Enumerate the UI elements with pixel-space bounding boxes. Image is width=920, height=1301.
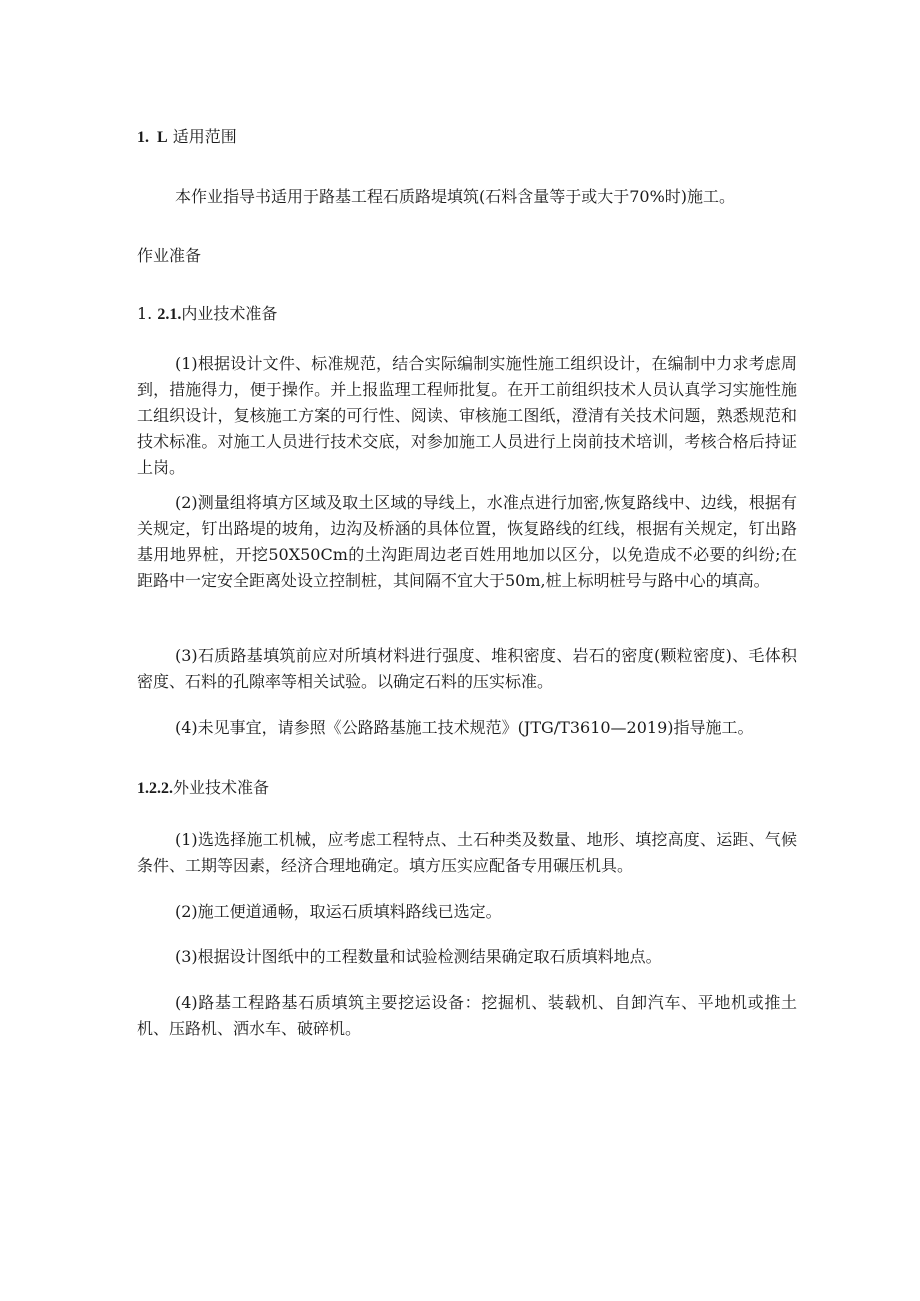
paragraph-text: (1)选选择施工机械，应考虑工程特点、土石种类及数量、地形、填挖高度、运距、气候条件、工期等因素，经济合理地确定。填方压实应配备专用碾压机具。 [137,830,797,875]
paragraph-text: (2)测量组将填方区域及取土区域的导线上，水准点进行加密,恢复路线中、边线，根据有关规定，钉出路堤的坡角，边沟及桥涵的具体位置，恢复路线的红线，根据有关规定，钉出路基用地界桩，开挖50X50Cm的土沟距周边老百姓用地加以区分，以免造成不必要的纠纷;在距路中一定安全距离处设立控制桩，其间隔不宜大于50m,桩上标明桩号与路中心的填高。 [137,493,797,590]
paragraph-internal-3 [137,643,797,695]
section-number-prefix: 1. [137,304,153,323]
paragraph-external-2 [137,899,797,925]
paragraph-internal-4 [137,715,807,741]
paragraph-text: (1)根据设计文件、标准规范，结合实际编制实施性施工组织设计，在编制中力求考虑周到，措施得力，便于操作。并上报监理工程师批复。在开工前组织技术人员认真学习实施性施工组织设计，复核施工方案的可行性、阅读、审核施工图纸，澄清有关技术问题，熟悉规范和技术标准。对施工人员进行技术交底，对参加施工人员进行上岗前技术培训，考核合格后持证上岗。 [137,354,797,477]
paragraph-text: (4)路基工程路基石质填筑主要挖运设备：挖掘机、装载机、自卸汽车、平地机或推土机、压路机、洒水车、破碎机。 [137,993,797,1038]
section-number: 1. L [137,129,168,146]
paragraph-scope [137,184,797,210]
paragraph-internal-1 [137,351,797,481]
paragraph-text: (3)石质路基填筑前应对所填材料进行强度、堆积密度、岩石的密度(颗粒密度)、毛体积密度、石料的孔隙率等相关试验。以确定石料的压实标准。 [137,646,797,691]
paragraph-external-3 [137,944,797,970]
paragraph-internal-2 [137,490,797,594]
section-heading-1-2-2 [137,775,269,802]
paragraph-text: (3)根据设计图纸中的工程数量和试验检测结果确定取石质填料地点。 [175,947,662,966]
section-heading-1-2-1 [137,301,277,328]
section-heading-1-1 [137,124,237,151]
section-title: 适用范围 [172,127,237,146]
section-title: 外业技术准备 [173,778,270,797]
paragraph-text: 本作业指导书适用于路基工程石质路堤填筑(石料含量等于或大于70%时)施工。 [175,187,736,206]
paragraph-external-4 [137,990,797,1042]
paragraph-text: (2)施工便道通畅，取运石质填料路线已选定。 [175,902,502,921]
paragraph-text: (4)未见事宜，请参照《公路路基施工技术规范》(JTG/T3610—2019)指导施工。 [175,718,754,737]
section-number: 2.1. [157,306,182,323]
section-title: 内业技术准备 [181,304,278,323]
paragraph-external-1 [137,827,797,879]
section-title: 作业准备 [137,246,202,265]
section-number: 1.2.2. [137,780,173,797]
section-heading-1-2 [137,243,201,269]
